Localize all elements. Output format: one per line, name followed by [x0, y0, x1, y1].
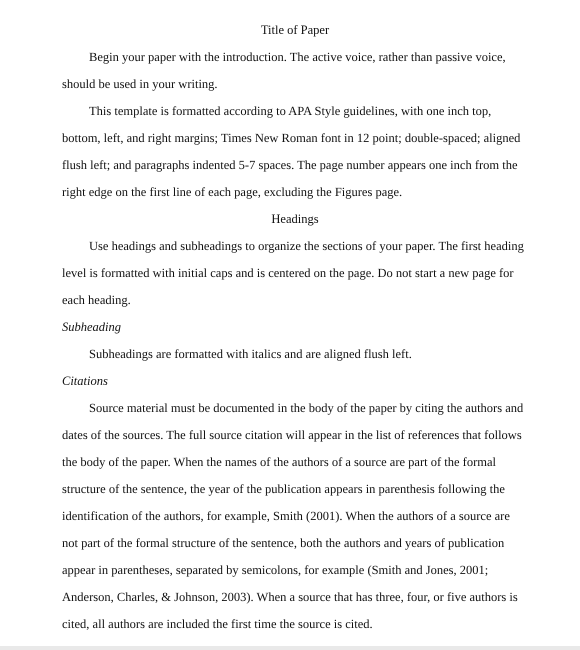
citations-paragraph: Source material must be documented in the body of the paper by citing the authors and dates of the sources. The full source citation will appear in the list of references that follows the body of the paper. When the names of the authors of a source are part of the formal structure of the sentence, the year of the publication appears in parenthesis following the identification of the authors, for example, Smith (2001). When the authors of a source are not part of the formal structure of the sentence, both the authors and years of publication appear in parentheses, separated by semicolons, for example (Smith and Jones, 2001; Anderson, Charles, & Johnson, 2003). When a source that has three, four, or five authors is cited, all authors are included the first time the source is cited.	[62, 401, 524, 631]
section-heading-headings: Headings	[271, 212, 319, 226]
intro-paragraph-1: Begin your paper with the introduction. The active voice, rather than passive voice, should be used in your writing.	[62, 50, 506, 91]
intro-paragraph-2: This template is formatted according to APA Style guidelines, with one inch top, bottom, left, and right margins; Times New Roman font in 12 point; double-spaced; aligned flush left; and paragraphs indented 5-7 spaces. The page number appears one inch from the right edge on the first line of each page, excluding the Figures page.	[62, 104, 521, 199]
headings-paragraph: Use headings and subheadings to organize the sections of your paper. The first heading level is formatted with initial caps and is centered on the page. Do not start a new page for each heading.	[62, 239, 524, 307]
subheading-paragraph: Subheadings are formatted with italics and are aligned flush left.	[89, 347, 412, 361]
paper-title: Title of Paper	[260, 23, 330, 37]
citations-label: Citations	[62, 374, 108, 388]
document-body	[62, 17, 528, 638]
subheading-label: Subheading	[62, 320, 122, 334]
page-bottom-edge	[0, 646, 580, 650]
